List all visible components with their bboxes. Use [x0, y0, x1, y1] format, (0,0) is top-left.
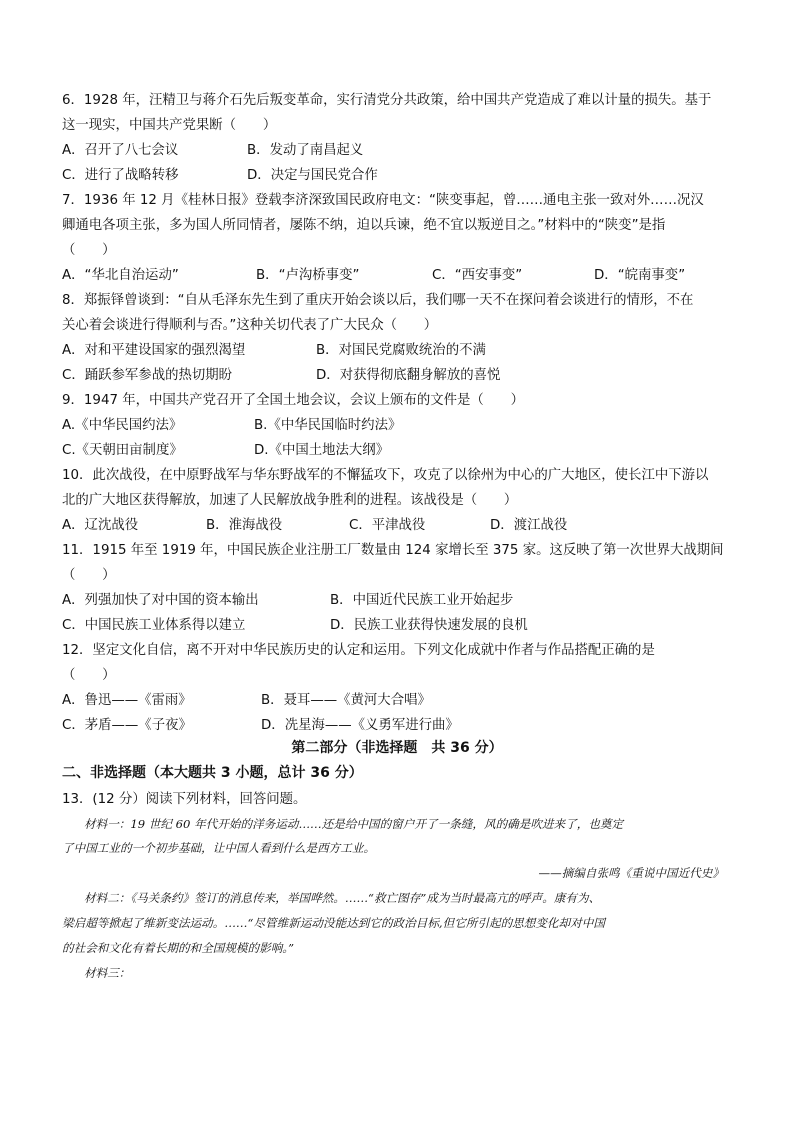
q13-material1-line1: 材料一：19 世纪 60 年代开始的洋务运动……还是给中国的窗户开了一条缝，风的确是吹进来了，也奠定 — [84, 817, 624, 831]
q11-option-c[interactable]: C．中国民族工业体系得以建立 — [62, 618, 246, 633]
q11-stem-line1: 11．1915 年至 1919 年，中国民族企业注册工厂数量由 124 家增长至 375 家。这反映了第一次世界大战期间 — [62, 543, 724, 558]
q13-material2-line3: 的社会和文化有着长期的和全国规模的影响。” — [62, 941, 295, 955]
q6-option-b[interactable]: B．发动了南昌起义 — [247, 143, 364, 158]
q11-stem-line2: （ ） — [62, 568, 116, 583]
q12-option-a[interactable]: A．鲁迅——《雷雨》 — [62, 693, 192, 708]
q13-material3-label: 材料三： — [84, 966, 131, 980]
q13-material1-line2: 了中国工业的一个初步基础，让中国人看到什么是西方工业。 — [62, 841, 376, 855]
q10-option-a[interactable]: A．辽沈战役 — [62, 518, 139, 533]
q12-stem-line1: 12．坚定文化自信，离不开对中华民族历史的认定和运用。下列文化成就中作者与作品搭配正确的是 — [62, 643, 655, 658]
section-heading: 二、非选择题（本大题共 3 小题，总计 36 分） — [62, 765, 363, 781]
q11-option-a[interactable]: A．列强加快了对中国的资本输出 — [62, 593, 259, 608]
q7-option-c[interactable]: C．“西安事变” — [432, 268, 523, 283]
q7-option-b[interactable]: B．“卢沟桥事变” — [256, 268, 360, 283]
q8-stem-line2: 关心着会谈进行得顺利与否。”这种关切代表了广大民众（ ） — [62, 318, 438, 333]
q10-stem-line1: 10．此次战役，在中原野战军与华东野战军的不懈猛攻下，攻克了以徐州为中心的广大地区，使长江中下游以 — [62, 468, 709, 483]
q6-stem-line1: 6．1928 年，汪精卫与蒋介石先后叛变革命，实行清党分共政策，给中国共产党造成了难以计量的损失。基于 — [62, 93, 712, 108]
q8-option-a[interactable]: A．对和平建设国家的强烈渴望 — [62, 343, 246, 358]
q9-option-c[interactable]: C.《天朝田亩制度》 — [62, 443, 183, 458]
q9-stem-line1: 9．1947 年，中国共产党召开了全国土地会议，会议上颁布的文件是（ ） — [62, 393, 524, 408]
q9-option-d[interactable]: D.《中国土地法大纲》 — [254, 443, 390, 458]
q13-material2-line1: 材料二：《马关条约》签订的消息传来，举国哗然。……“救亡图存”成为当时最高亢的呼声。康有为、 — [84, 891, 601, 905]
q11-option-d[interactable]: D．民族工业获得快速发展的良机 — [330, 618, 528, 633]
q12-stem-line2: （ ） — [62, 668, 116, 683]
part2-heading: 第二部分（非选择题 共 36 分） — [291, 740, 503, 756]
q13-material2-line2: 梁启超等掀起了维新变法运动。……“尽管维新运动没能达到它的政治目标,但它所引起的思想变化却对中国 — [62, 916, 605, 930]
q6-option-c[interactable]: C．进行了战略转移 — [62, 168, 179, 183]
q8-stem-line1: 8．郑振铎曾谈到：“自从毛泽东先生到了重庆开始会谈以后，我们哪一天不在探问着会谈进行的情形，不在 — [62, 293, 694, 308]
q12-option-c[interactable]: C．茅盾——《子夜》 — [62, 718, 192, 733]
q8-option-c[interactable]: C．踊跃参军参战的热切期盼 — [62, 368, 233, 383]
q6-option-a[interactable]: A．召开了八七会议 — [62, 143, 179, 158]
q13-material1-source: ——摘编自张鸣《重说中国近代史》 — [538, 866, 724, 880]
q7-stem-line2: 卿通电各项主张，多为国人所同情者，屡陈不纳，迫以兵谏，绝不宜以叛逆目之。”材料中的“陕变”是指 — [62, 218, 666, 233]
q12-option-d[interactable]: D．冼星海——《义勇军进行曲》 — [261, 718, 459, 733]
q10-option-b[interactable]: B．淮海战役 — [206, 518, 283, 533]
q12-option-b[interactable]: B．聂耳——《黄河大合唱》 — [261, 693, 431, 708]
q11-option-b[interactable]: B．中国近代民族工业开始起步 — [330, 593, 514, 608]
q10-option-c[interactable]: C．平津战役 — [349, 518, 426, 533]
q9-option-a[interactable]: A.《中华民国约法》 — [62, 418, 183, 433]
q7-option-a[interactable]: A．“华北自治运动” — [62, 268, 179, 283]
q10-stem-line2: 北的广大地区获得解放，加速了人民解放战争胜利的进程。该战役是（ ） — [62, 493, 518, 508]
q7-option-d[interactable]: D．“皖南事变” — [594, 268, 686, 283]
q7-stem-line3: （ ） — [62, 243, 116, 258]
q10-option-d[interactable]: D．渡江战役 — [490, 518, 568, 533]
q8-option-d[interactable]: D．对获得彻底翻身解放的喜悦 — [316, 368, 501, 383]
q6-option-d[interactable]: D．决定与国民党合作 — [247, 168, 378, 183]
q6-stem-line2: 这一现实，中国共产党果断（ ） — [62, 118, 277, 133]
q7-stem-line1: 7．1936 年 12 月《桂林日报》登载李济深致国民政府电文：“陕变事起，曾……通电主张一致对外……况汉 — [62, 193, 704, 208]
q9-option-b[interactable]: B.《中华民国临时约法》 — [254, 418, 402, 433]
q8-option-b[interactable]: B．对国民党腐败统治的不满 — [316, 343, 486, 358]
q13-intro: 13．(12 分）阅读下列材料，回答问题。 — [62, 792, 307, 807]
